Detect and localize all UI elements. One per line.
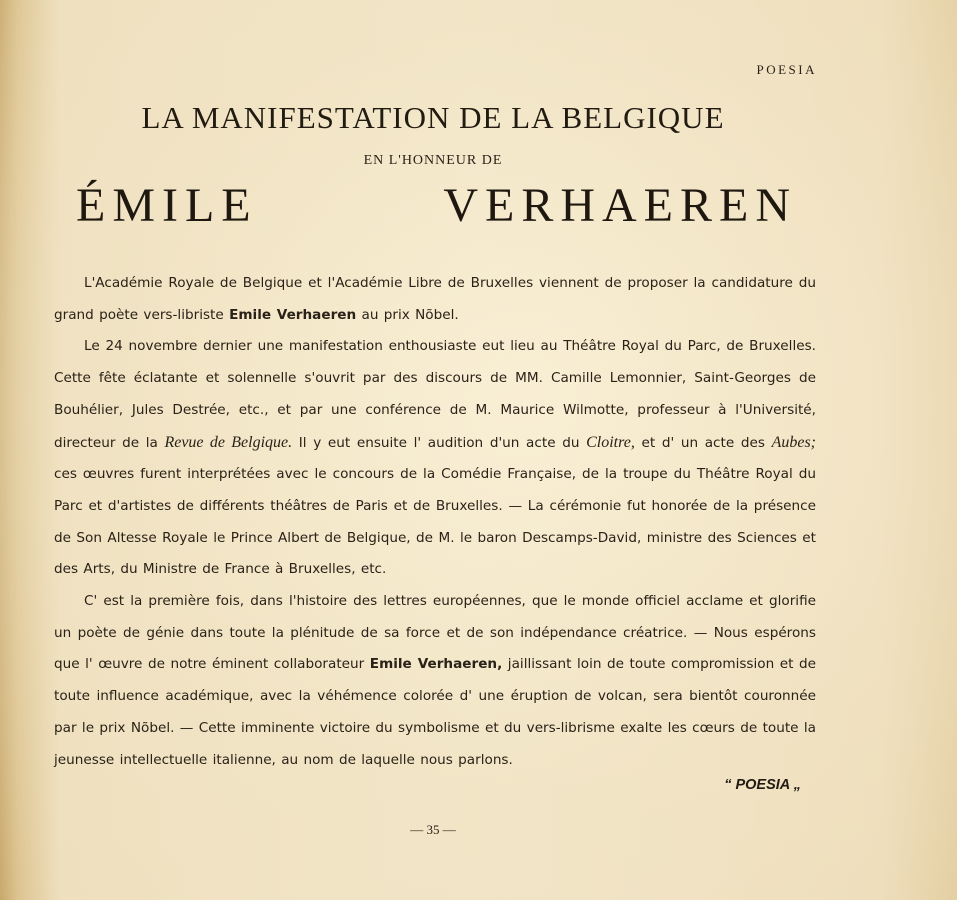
text-run: jaillissant loin de toute compromission et de toute influence académique, avec la véhémence colorée d' une éruption de volcan, sera bientôt couronnée par le prix Nõbel. — Cette imminente victoire du symbolisme et du vers-librisme exalte les cœurs de toute la jeunesse intellectuelle italienne, au nom de laquelle nous parlons. <box>54 656 816 768</box>
italic-title: Aubes; <box>771 433 816 451</box>
running-head: POESIA <box>756 62 817 77</box>
italic-title: Revue de Belgique. <box>164 433 293 451</box>
page-number: — 35 — <box>410 822 456 837</box>
bold-name: Emile Verhaeren, <box>369 656 503 673</box>
italic-title: Cloitre, <box>586 433 635 451</box>
paragraph-1 <box>54 268 816 331</box>
text-run: ces œuvres furent interprétées avec le concours de la Comédie Française, de la troupe du Théâtre Royal du Parc et d'artistes de différents théâtres de Paris et de Bruxelles. — La cérémonie fut honorée de la présence de Son Altesse Royale le Prince Albert de Belgique, de M. le baron Descamps-David, ministre des Sciences et des Arts, du Ministre de France à Bruxelles, etc. <box>54 466 816 578</box>
signature: “ POESIA „ <box>724 777 801 793</box>
text-run: Le 24 novembre dernier une manifestation enthousiaste eut lieu au Théâtre Royal du Parc, de Bruxelles. Cette fête éclatante et solennelle s'ouvrit par des discours de MM. Camille Lemonnier, Saint-Georges de Bouhélier, Jules Destrée, etc., et par une conférence de M. Maurice Wilmotte, professeur à l'Université, directeur de la <box>54 338 816 451</box>
article-title: LA MANIFESTATION DE LA BELGIQUE <box>141 100 725 135</box>
honoree-last-name: VERHAEREN <box>443 179 797 232</box>
paragraph-2 <box>54 331 816 586</box>
text-run: L'Académie Royale de Belgique et l'Académie Libre de Bruxelles viennent de proposer la candidature du grand poète vers-libriste <box>54 275 816 323</box>
text-run: C' est la première fois, dans l'histoire des lettres européennes, que le monde officiel acclame et glorifie un poète de génie dans toute la plénitude de sa force et de son indépendance créatrice. — Nous espérons que l' œuvre de notre éminent collaborateur <box>54 593 816 673</box>
article-subtitle: EN L'HONNEUR DE <box>363 153 503 168</box>
article-body <box>54 268 816 776</box>
bold-name: Emile Verhaeren <box>229 306 357 323</box>
text-run: au prix Nõbel. <box>356 306 459 323</box>
text-run: Il y eut ensuite l' audition d'un acte du <box>292 434 587 451</box>
honoree-first-name: ÉMILE <box>76 179 258 232</box>
paragraph-3 <box>54 586 816 776</box>
text-run: et d' un acte des <box>634 434 772 451</box>
